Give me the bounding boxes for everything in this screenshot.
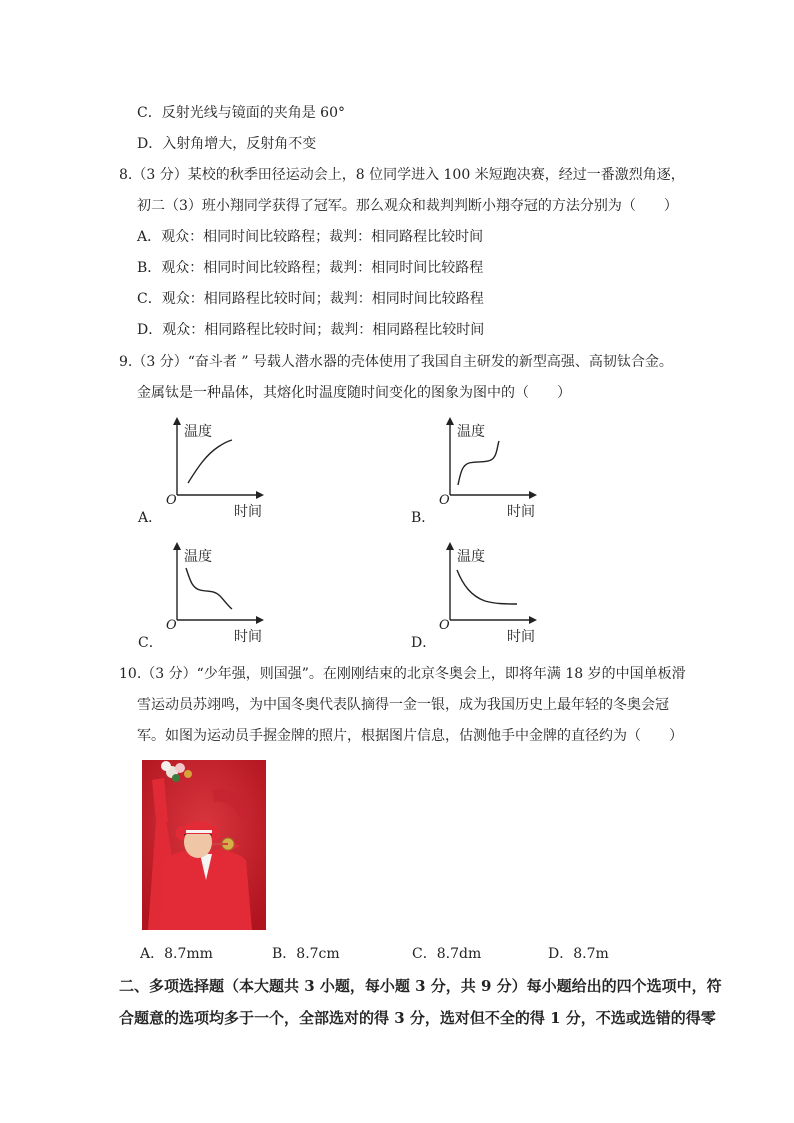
graph-b <box>413 415 533 535</box>
graph-a <box>140 415 260 535</box>
q10-option-c: C．8.7dm <box>412 946 482 962</box>
q8-stem-line1: 8.（3 分）某校的秋季田径运动会上，8 位同学进入 100 米短跑决赛，经过一番激烈角逐， <box>119 167 685 183</box>
q7-option-d: D．入射角增大，反射角不变 <box>137 136 317 152</box>
graph-d-y-label: 温度 <box>457 549 485 565</box>
section2-instructions-line2: 合题意的选项均多于一个，全部选对的得 3 分，选对但不全的得 1 分，不选或选错的得零 <box>119 1009 716 1027</box>
athlete-medal-photo <box>142 760 266 930</box>
q10-stem-line3: 军。如图为运动员手握金牌的照片，根据图片信息，估测他手中金牌的直径约为（ ） <box>137 728 683 744</box>
graph-d-curve <box>457 570 517 604</box>
graph-d <box>413 540 533 660</box>
graph-d-option: D． <box>411 635 437 651</box>
section2-instructions-line1: 二、多项选择题（本大题共 3 小题，每小题 3 分，共 9 分）每小题给出的四个选项中，符 <box>119 977 722 995</box>
q10-option-b: B．8.7cm <box>272 946 340 962</box>
graph-a-curve <box>188 440 232 483</box>
q10-option-a: A．8.7mm <box>140 946 213 962</box>
graph-b-option: B． <box>411 510 436 526</box>
q9-stem-line1: 9.（3 分）“奋斗者 ” 号载人潜水器的壳体使用了我国自主研发的新型高强、高韧钛合金。 <box>119 354 673 370</box>
graph-c-option: C． <box>138 635 163 651</box>
graph-a-y-label: 温度 <box>184 424 212 440</box>
graph-b-curve <box>458 441 499 485</box>
graph-b-y-label: 温度 <box>457 424 485 440</box>
q10-stem-line2: 雪运动员苏翊鸣，为中国冬奥代表队摘得一金一银，成为我国历史上最年轻的冬奥会冠 <box>137 697 669 713</box>
graph-a-origin: O <box>166 493 177 508</box>
graph-b-origin: O <box>439 493 450 508</box>
q8-stem-line2: 初二（3）班小翔同学获得了冠军。那么观众和裁判判断小翔夺冠的方法分别为（ ） <box>137 198 678 214</box>
q10-option-d: D．8.7m <box>548 946 609 962</box>
graph-d-x-label: 时间 <box>507 629 535 645</box>
q8-option-c: C．观众：相同路程比较时间；裁判：相同时间比较路程 <box>137 291 484 307</box>
q8-option-d: D．观众：相同路程比较时间；裁判：相同路程比较时间 <box>137 322 485 338</box>
graph-c-y-label: 温度 <box>184 549 212 565</box>
graph-b-x-label: 时间 <box>507 504 535 520</box>
q7-option-c: C．反射光线与镜面的夹角是 60° <box>137 105 345 121</box>
graph-c-origin: O <box>166 618 177 633</box>
graph-a-option: A． <box>138 510 163 526</box>
q10-stem-line1: 10.（3 分）“少年强，则国强”。在刚刚结束的北京冬奥会上，即将年满 18 岁的中国单板滑 <box>119 666 686 682</box>
q9-stem-line2: 金属钛是一种晶体，其熔化时温度随时间变化的图象为图中的（ ） <box>137 385 571 401</box>
graph-c-curve <box>186 568 232 609</box>
q8-option-b: B．观众：相同时间比较路程；裁判：相同时间比较路程 <box>137 260 484 276</box>
graph-c-x-label: 时间 <box>234 629 262 645</box>
q8-option-a: A．观众：相同时间比较路程；裁判：相同路程比较时间 <box>137 229 484 245</box>
graph-d-origin: O <box>439 618 450 633</box>
graph-c <box>140 540 260 660</box>
graph-a-x-label: 时间 <box>234 504 262 520</box>
